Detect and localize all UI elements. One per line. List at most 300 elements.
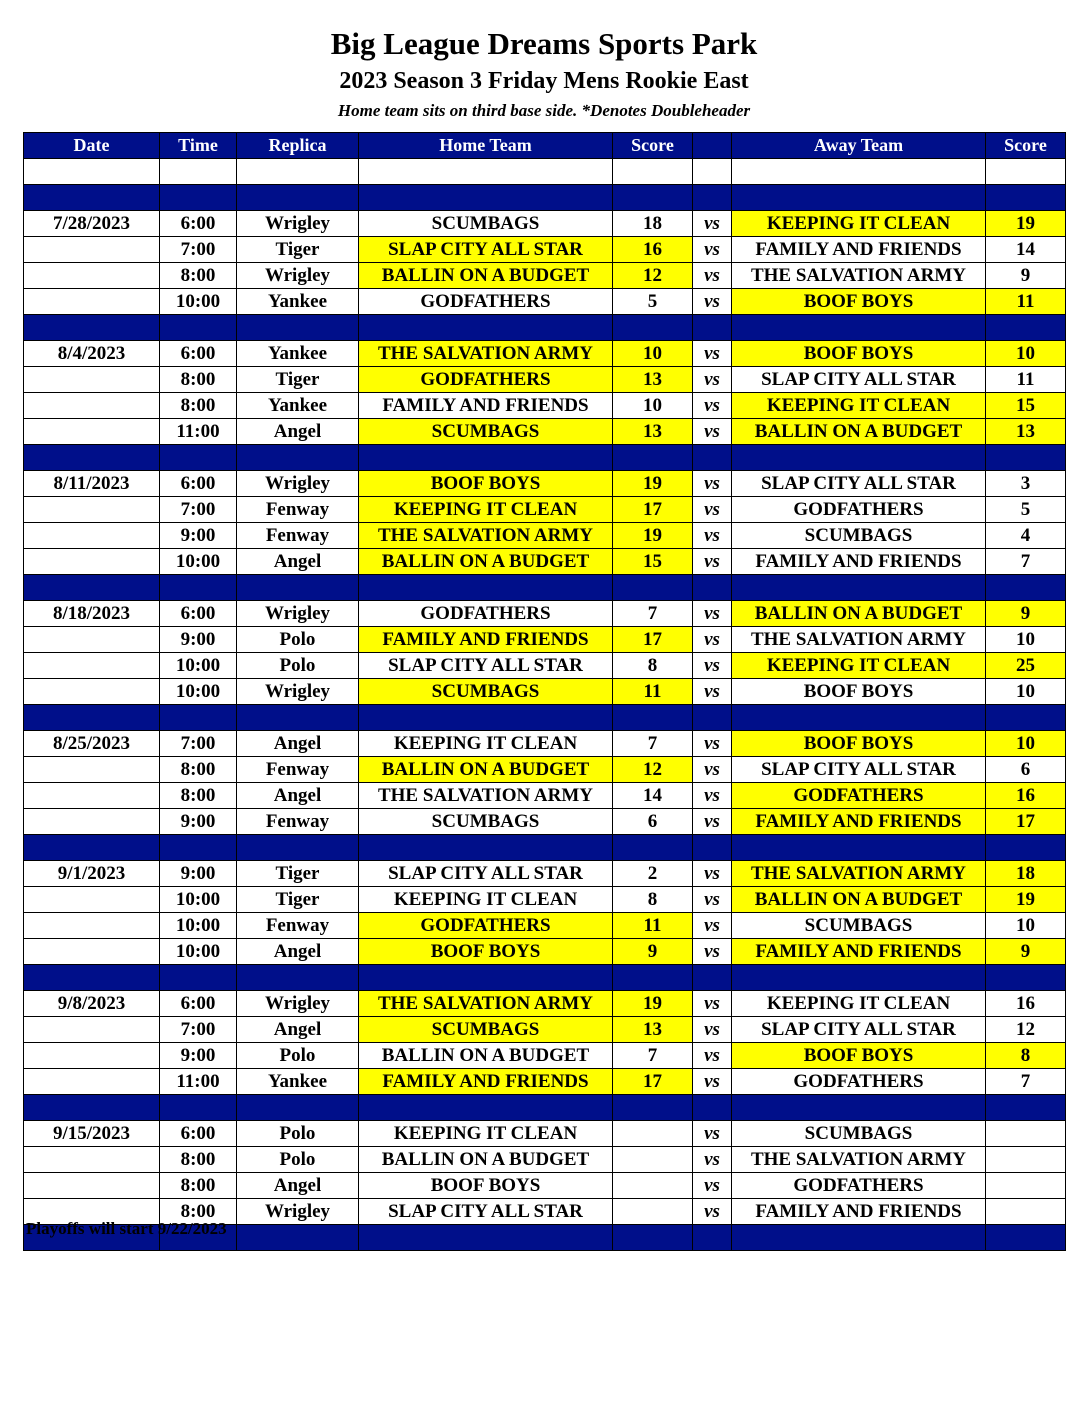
away-team-cell: FAMILY AND FRIENDS <box>732 1199 986 1225</box>
date-cell <box>24 289 160 315</box>
away-score-cell: 16 <box>986 991 1066 1017</box>
vs-cell: vs <box>693 679 732 705</box>
away-team-cell: THE SALVATION ARMY <box>732 263 986 289</box>
away-team-cell: BOOF BOYS <box>732 1043 986 1069</box>
game-row <box>24 419 1066 445</box>
empty-cell <box>986 159 1066 185</box>
home-score-cell: 8 <box>613 653 693 679</box>
empty-cell <box>732 1225 986 1251</box>
time-cell: 10:00 <box>160 679 237 705</box>
empty-cell <box>613 315 693 341</box>
replica-cell: Angel <box>237 549 359 575</box>
home-score-cell: 7 <box>613 601 693 627</box>
home-score-cell: 11 <box>613 913 693 939</box>
game-row <box>24 1069 1066 1095</box>
home-team-cell: THE SALVATION ARMY <box>359 523 613 549</box>
empty-cell <box>24 965 160 991</box>
vs-cell: vs <box>693 939 732 965</box>
game-row <box>24 289 1066 315</box>
vs-cell: vs <box>693 1199 732 1225</box>
replica-cell: Wrigley <box>237 263 359 289</box>
empty-cell <box>24 835 160 861</box>
away-score-cell: 9 <box>986 263 1066 289</box>
home-score-cell: 11 <box>613 679 693 705</box>
vs-cell: vs <box>693 393 732 419</box>
empty-cell <box>693 705 732 731</box>
col-home-score: Score <box>613 133 693 159</box>
away-team-cell: THE SALVATION ARMY <box>732 627 986 653</box>
empty-cell <box>986 835 1066 861</box>
away-team-cell: FAMILY AND FRIENDS <box>732 809 986 835</box>
replica-cell: Wrigley <box>237 601 359 627</box>
home-score-cell <box>613 1147 693 1173</box>
empty-cell <box>359 315 613 341</box>
away-score-cell: 25 <box>986 653 1066 679</box>
empty-cell <box>359 575 613 601</box>
empty-cell <box>613 835 693 861</box>
empty-cell <box>986 445 1066 471</box>
away-team-cell: KEEPING IT CLEAN <box>732 653 986 679</box>
time-cell: 7:00 <box>160 1017 237 1043</box>
col-replica: Replica <box>237 133 359 159</box>
away-score-cell: 10 <box>986 679 1066 705</box>
time-cell: 8:00 <box>160 783 237 809</box>
empty-cell <box>237 1095 359 1121</box>
home-score-cell: 9 <box>613 939 693 965</box>
date-cell: 9/15/2023 <box>24 1121 160 1147</box>
empty-cell <box>160 159 237 185</box>
date-cell <box>24 653 160 679</box>
time-cell: 10:00 <box>160 549 237 575</box>
date-cell <box>24 367 160 393</box>
vs-cell: vs <box>693 1069 732 1095</box>
home-team-cell: FAMILY AND FRIENDS <box>359 393 613 419</box>
game-row <box>24 523 1066 549</box>
game-row <box>24 1121 1066 1147</box>
away-team-cell: SLAP CITY ALL STAR <box>732 367 986 393</box>
away-score-cell: 16 <box>986 783 1066 809</box>
away-score-cell <box>986 1121 1066 1147</box>
vs-cell: vs <box>693 731 732 757</box>
home-team-cell: BALLIN ON A BUDGET <box>359 1043 613 1069</box>
empty-cell <box>613 965 693 991</box>
home-team-cell: KEEPING IT CLEAN <box>359 887 613 913</box>
home-team-cell: BOOF BOYS <box>359 1173 613 1199</box>
away-score-cell: 7 <box>986 549 1066 575</box>
time-cell: 8:00 <box>160 1147 237 1173</box>
game-row <box>24 237 1066 263</box>
date-cell <box>24 1017 160 1043</box>
col-vs <box>693 133 732 159</box>
replica-cell: Angel <box>237 939 359 965</box>
empty-cell <box>24 705 160 731</box>
away-score-cell: 12 <box>986 1017 1066 1043</box>
game-row <box>24 497 1066 523</box>
time-cell: 6:00 <box>160 471 237 497</box>
away-score-cell: 11 <box>986 367 1066 393</box>
home-team-cell: SCUMBAGS <box>359 1017 613 1043</box>
empty-cell <box>237 705 359 731</box>
home-score-cell: 12 <box>613 757 693 783</box>
empty-cell <box>613 575 693 601</box>
empty-cell <box>986 965 1066 991</box>
empty-cell <box>732 445 986 471</box>
schedule-note: Home team sits on third base side. *Denotes Doubleheader <box>337 101 751 120</box>
vs-cell: vs <box>693 549 732 575</box>
separator-row <box>24 575 1066 601</box>
empty-cell <box>693 185 732 211</box>
empty-cell <box>359 965 613 991</box>
time-cell: 6:00 <box>160 1121 237 1147</box>
blank-row <box>24 159 1066 185</box>
empty-cell <box>237 185 359 211</box>
schedule-body <box>24 159 1066 1251</box>
time-cell: 10:00 <box>160 887 237 913</box>
home-score-cell: 13 <box>613 1017 693 1043</box>
vs-cell: vs <box>693 497 732 523</box>
vs-cell: vs <box>693 1147 732 1173</box>
home-team-cell: THE SALVATION ARMY <box>359 991 613 1017</box>
date-cell <box>24 419 160 445</box>
date-cell <box>24 939 160 965</box>
date-cell: 8/4/2023 <box>24 341 160 367</box>
away-score-cell: 8 <box>986 1043 1066 1069</box>
replica-cell: Polo <box>237 627 359 653</box>
date-cell <box>24 1147 160 1173</box>
replica-cell: Angel <box>237 731 359 757</box>
empty-cell <box>613 185 693 211</box>
date-cell <box>24 887 160 913</box>
vs-cell: vs <box>693 601 732 627</box>
home-team-cell: BOOF BOYS <box>359 939 613 965</box>
home-team-cell: BALLIN ON A BUDGET <box>359 757 613 783</box>
away-team-cell: BOOF BOYS <box>732 341 986 367</box>
vs-cell: vs <box>693 419 732 445</box>
game-row <box>24 731 1066 757</box>
replica-cell: Wrigley <box>237 991 359 1017</box>
replica-cell: Yankee <box>237 289 359 315</box>
home-score-cell: 16 <box>613 237 693 263</box>
away-team-cell: BALLIN ON A BUDGET <box>732 887 986 913</box>
home-team-cell: THE SALVATION ARMY <box>359 783 613 809</box>
game-row <box>24 887 1066 913</box>
home-score-cell: 18 <box>613 211 693 237</box>
empty-cell <box>359 705 613 731</box>
away-score-cell: 5 <box>986 497 1066 523</box>
away-score-cell: 7 <box>986 1069 1066 1095</box>
time-cell: 8:00 <box>160 757 237 783</box>
home-team-cell: SLAP CITY ALL STAR <box>359 1199 613 1225</box>
empty-cell <box>237 159 359 185</box>
home-team-cell: GODFATHERS <box>359 367 613 393</box>
header-row <box>24 133 1066 159</box>
empty-cell <box>359 159 613 185</box>
empty-cell <box>359 835 613 861</box>
empty-cell <box>693 1095 732 1121</box>
vs-cell: vs <box>693 211 732 237</box>
page-header <box>0 26 1088 122</box>
away-team-cell: BOOF BOYS <box>732 679 986 705</box>
empty-cell <box>986 185 1066 211</box>
separator-row <box>24 965 1066 991</box>
empty-cell <box>359 185 613 211</box>
empty-cell <box>613 705 693 731</box>
date-cell: 9/1/2023 <box>24 861 160 887</box>
empty-cell <box>160 705 237 731</box>
empty-cell <box>732 315 986 341</box>
empty-cell <box>160 835 237 861</box>
home-score-cell: 19 <box>613 991 693 1017</box>
date-cell <box>24 549 160 575</box>
empty-cell <box>24 159 160 185</box>
home-score-cell <box>613 1199 693 1225</box>
empty-cell <box>237 1225 359 1251</box>
time-cell: 6:00 <box>160 211 237 237</box>
replica-cell: Angel <box>237 1173 359 1199</box>
empty-cell <box>986 705 1066 731</box>
date-cell <box>24 627 160 653</box>
away-score-cell: 9 <box>986 601 1066 627</box>
time-cell: 9:00 <box>160 523 237 549</box>
game-row <box>24 991 1066 1017</box>
empty-cell <box>359 1225 613 1251</box>
game-row <box>24 809 1066 835</box>
empty-cell <box>693 315 732 341</box>
home-team-cell: FAMILY AND FRIENDS <box>359 627 613 653</box>
schedule-table <box>23 132 1066 1251</box>
home-score-cell: 7 <box>613 731 693 757</box>
date-cell <box>24 1173 160 1199</box>
away-score-cell <box>986 1173 1066 1199</box>
empty-cell <box>732 705 986 731</box>
vs-cell: vs <box>693 861 732 887</box>
empty-cell <box>732 159 986 185</box>
home-team-cell: SCUMBAGS <box>359 419 613 445</box>
home-team-cell: SLAP CITY ALL STAR <box>359 861 613 887</box>
empty-cell <box>693 965 732 991</box>
home-team-cell: BALLIN ON A BUDGET <box>359 549 613 575</box>
vs-cell: vs <box>693 653 732 679</box>
game-row <box>24 367 1066 393</box>
empty-cell <box>237 835 359 861</box>
empty-cell <box>693 445 732 471</box>
date-cell <box>24 757 160 783</box>
away-score-cell: 19 <box>986 211 1066 237</box>
col-date: Date <box>24 133 160 159</box>
away-team-cell: BOOF BOYS <box>732 289 986 315</box>
empty-cell <box>732 965 986 991</box>
away-team-cell: SCUMBAGS <box>732 1121 986 1147</box>
home-score-cell: 15 <box>613 549 693 575</box>
away-score-cell: 19 <box>986 887 1066 913</box>
home-score-cell: 2 <box>613 861 693 887</box>
home-team-cell: FAMILY AND FRIENDS <box>359 1069 613 1095</box>
away-team-cell: FAMILY AND FRIENDS <box>732 939 986 965</box>
home-score-cell: 12 <box>613 263 693 289</box>
away-score-cell: 9 <box>986 939 1066 965</box>
home-team-cell: KEEPING IT CLEAN <box>359 1121 613 1147</box>
separator-row <box>24 1095 1066 1121</box>
time-cell: 9:00 <box>160 1043 237 1069</box>
replica-cell: Wrigley <box>237 1199 359 1225</box>
date-cell <box>24 1043 160 1069</box>
away-score-cell: 10 <box>986 341 1066 367</box>
date-cell <box>24 913 160 939</box>
away-team-cell: BOOF BOYS <box>732 731 986 757</box>
date-cell <box>24 809 160 835</box>
empty-cell <box>986 575 1066 601</box>
time-cell: 10:00 <box>160 653 237 679</box>
replica-cell: Tiger <box>237 887 359 913</box>
date-cell: 8/18/2023 <box>24 601 160 627</box>
time-cell: 8:00 <box>160 1199 237 1225</box>
away-score-cell: 11 <box>986 289 1066 315</box>
home-score-cell: 5 <box>613 289 693 315</box>
away-team-cell: GODFATHERS <box>732 783 986 809</box>
away-score-cell: 4 <box>986 523 1066 549</box>
time-cell: 7:00 <box>160 731 237 757</box>
game-row <box>24 393 1066 419</box>
away-score-cell: 13 <box>986 419 1066 445</box>
away-score-cell: 18 <box>986 861 1066 887</box>
replica-cell: Fenway <box>237 523 359 549</box>
away-team-cell: SLAP CITY ALL STAR <box>732 1017 986 1043</box>
game-row <box>24 653 1066 679</box>
empty-cell <box>986 1095 1066 1121</box>
separator-row <box>24 835 1066 861</box>
vs-cell: vs <box>693 1121 732 1147</box>
col-time: Time <box>160 133 237 159</box>
empty-cell <box>613 1095 693 1121</box>
empty-cell <box>24 185 160 211</box>
separator-row <box>24 315 1066 341</box>
time-cell: 10:00 <box>160 289 237 315</box>
empty-cell <box>693 159 732 185</box>
empty-cell <box>24 1095 160 1121</box>
home-score-cell: 13 <box>613 367 693 393</box>
game-row <box>24 913 1066 939</box>
replica-cell: Tiger <box>237 367 359 393</box>
game-row <box>24 263 1066 289</box>
date-cell: 7/28/2023 <box>24 211 160 237</box>
away-score-cell: 3 <box>986 471 1066 497</box>
away-team-cell: KEEPING IT CLEAN <box>732 393 986 419</box>
time-cell: 9:00 <box>160 861 237 887</box>
game-row <box>24 861 1066 887</box>
replica-cell: Polo <box>237 653 359 679</box>
replica-cell: Wrigley <box>237 471 359 497</box>
empty-cell <box>732 575 986 601</box>
separator-row <box>24 445 1066 471</box>
replica-cell: Fenway <box>237 913 359 939</box>
empty-cell <box>732 185 986 211</box>
vs-cell: vs <box>693 627 732 653</box>
date-cell <box>24 523 160 549</box>
date-cell <box>24 497 160 523</box>
home-score-cell: 17 <box>613 497 693 523</box>
home-team-cell: GODFATHERS <box>359 601 613 627</box>
away-score-cell: 10 <box>986 731 1066 757</box>
separator-row <box>24 705 1066 731</box>
away-score-cell: 10 <box>986 627 1066 653</box>
date-cell: 9/8/2023 <box>24 991 160 1017</box>
home-team-cell: SCUMBAGS <box>359 809 613 835</box>
vs-cell: vs <box>693 263 732 289</box>
vs-cell: vs <box>693 367 732 393</box>
time-cell: 6:00 <box>160 341 237 367</box>
away-team-cell: SCUMBAGS <box>732 523 986 549</box>
home-team-cell: KEEPING IT CLEAN <box>359 731 613 757</box>
home-score-cell: 7 <box>613 1043 693 1069</box>
replica-cell: Polo <box>237 1043 359 1069</box>
time-cell: 6:00 <box>160 601 237 627</box>
replica-cell: Angel <box>237 1017 359 1043</box>
time-cell: 11:00 <box>160 419 237 445</box>
away-team-cell: SLAP CITY ALL STAR <box>732 471 986 497</box>
game-row <box>24 783 1066 809</box>
away-score-cell: 17 <box>986 809 1066 835</box>
game-row <box>24 757 1066 783</box>
away-score-cell: 14 <box>986 237 1066 263</box>
empty-cell <box>359 445 613 471</box>
page-subtitle: 2023 Season 3 Friday Mens Rookie East <box>339 68 749 94</box>
time-cell: 6:00 <box>160 991 237 1017</box>
replica-cell: Fenway <box>237 757 359 783</box>
home-score-cell: 17 <box>613 1069 693 1095</box>
home-score-cell: 6 <box>613 809 693 835</box>
empty-cell <box>24 315 160 341</box>
col-away-team: Away Team <box>732 133 986 159</box>
replica-cell: Fenway <box>237 809 359 835</box>
date-cell: 8/25/2023 <box>24 731 160 757</box>
col-away-score: Score <box>986 133 1066 159</box>
away-team-cell: FAMILY AND FRIENDS <box>732 237 986 263</box>
col-home-team: Home Team <box>359 133 613 159</box>
time-cell: 8:00 <box>160 263 237 289</box>
empty-cell <box>613 445 693 471</box>
game-row <box>24 939 1066 965</box>
away-team-cell: THE SALVATION ARMY <box>732 1147 986 1173</box>
game-row <box>24 211 1066 237</box>
game-row <box>24 341 1066 367</box>
away-score-cell: 6 <box>986 757 1066 783</box>
empty-cell <box>986 315 1066 341</box>
away-team-cell: THE SALVATION ARMY <box>732 861 986 887</box>
vs-cell: vs <box>693 757 732 783</box>
away-team-cell: GODFATHERS <box>732 1069 986 1095</box>
empty-cell <box>732 835 986 861</box>
home-team-cell: SCUMBAGS <box>359 679 613 705</box>
time-cell: 8:00 <box>160 393 237 419</box>
game-row <box>24 1043 1066 1069</box>
away-team-cell: SCUMBAGS <box>732 913 986 939</box>
home-team-cell: GODFATHERS <box>359 913 613 939</box>
game-row <box>24 549 1066 575</box>
away-team-cell: SLAP CITY ALL STAR <box>732 757 986 783</box>
away-team-cell: GODFATHERS <box>732 497 986 523</box>
home-score-cell: 14 <box>613 783 693 809</box>
empty-cell <box>160 965 237 991</box>
empty-cell <box>732 1095 986 1121</box>
home-team-cell: SLAP CITY ALL STAR <box>359 237 613 263</box>
home-team-cell: KEEPING IT CLEAN <box>359 497 613 523</box>
home-score-cell: 17 <box>613 627 693 653</box>
replica-cell: Fenway <box>237 497 359 523</box>
empty-cell <box>613 159 693 185</box>
away-score-cell <box>986 1147 1066 1173</box>
vs-cell: vs <box>693 523 732 549</box>
replica-cell: Wrigley <box>237 679 359 705</box>
